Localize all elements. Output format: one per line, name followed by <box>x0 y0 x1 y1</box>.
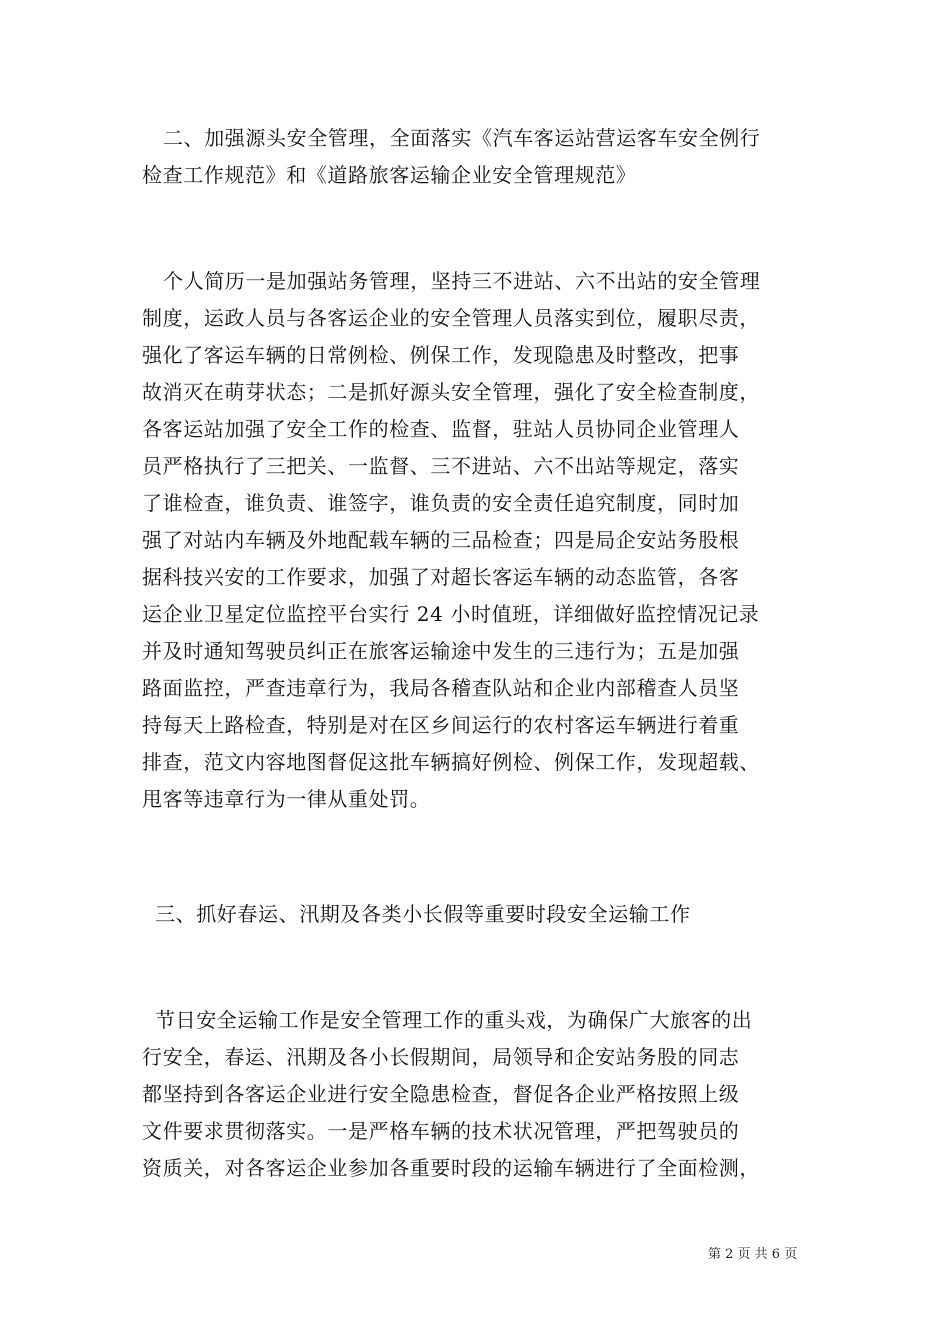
section3-body-line-4: 文件要求贯彻落实。一是严格车辆的技术状况管理，严把驾驶员的 <box>142 1119 740 1143</box>
section2-body-line-13: 持每天上路检查，特别是对在区乡间运行的农村客运车辆进行着重 <box>142 713 740 737</box>
section2-body-line-5: 各客运站加强了安全工作的检查、监督，驻站人员协同企业管理人 <box>142 417 740 441</box>
section3-body-line-3: 都坚持到各客运企业进行安全隐患检查，督促各企业严格按照上级 <box>142 1082 740 1106</box>
section2-body-line-6: 员严格执行了三把关、一监督、三不进站、六不出站等规定，落实 <box>142 454 740 478</box>
section2-body-line-8: 强了对站内车辆及外地配载车辆的三品检查；四是局企安站务股根 <box>142 528 740 552</box>
section2-body-line-2: 制度，运政人员与各客运企业的安全管理人员落实到位，履职尽责， <box>142 306 760 330</box>
section3-body-line-1: 节日安全运输工作是安全管理工作的重头戏，为确保广大旅客的出 <box>155 1008 753 1032</box>
page-number-footer: 第 2 页 共 6 页 <box>708 1247 798 1262</box>
section2-body-line-10: 运企业卫星定位监控平台实行 24 小时值班，详细做好监控情况记录 <box>142 602 760 626</box>
section3-heading: 三、抓好春运、汛期及各类小长假等重要时段安全运输工作 <box>155 902 691 926</box>
section2-body-line-1: 个人简历一是加强站务管理，坚持三不进站、六不出站的安全管理 <box>163 269 761 293</box>
section2-body-line-12: 路面监控，严查违章行为，我局各稽查队站和企业内部稽查人员坚 <box>142 676 740 700</box>
section2-heading-line-1: 二、加强源头安全管理，全面落实《汽车客运站营运客车安全例行 <box>163 126 761 150</box>
section3-body-line-2: 行安全，春运、汛期及各小长假期间，局领导和企安站务股的同志 <box>142 1045 740 1069</box>
section2-body-line-7: 了谁检查，谁负责、谁签字，谁负责的安全责任追究制度，同时加 <box>142 491 740 515</box>
section2-body-line-14: 排查，范文内容地图督促这批车辆搞好例检、例保工作，发现超载、 <box>142 750 760 774</box>
section2-body-line-4: 故消灭在萌芽状态；二是抓好源头安全管理，强化了安全检查制度， <box>142 380 760 404</box>
section2-body-line-3: 强化了客运车辆的日常例检、例保工作，发现隐患及时整改，把事 <box>142 343 740 367</box>
section2-body-line-11: 并及时通知驾驶员纠正在旅客运输途中发生的三违行为；五是加强 <box>142 639 740 663</box>
section2-body-line-9: 据科技兴安的工作要求，加强了对超长客运车辆的动态监管，各客 <box>142 565 740 589</box>
section3-body-line-5: 资质关，对各客运企业参加各重要时段的运输车辆进行了全面检测， <box>142 1156 760 1180</box>
section2-heading-line-2: 检查工作规范》和《道路旅客运输企业安全管理规范》 <box>142 163 637 187</box>
section2-body-line-15: 甩客等违章行为一律从重处罚。 <box>142 787 431 811</box>
